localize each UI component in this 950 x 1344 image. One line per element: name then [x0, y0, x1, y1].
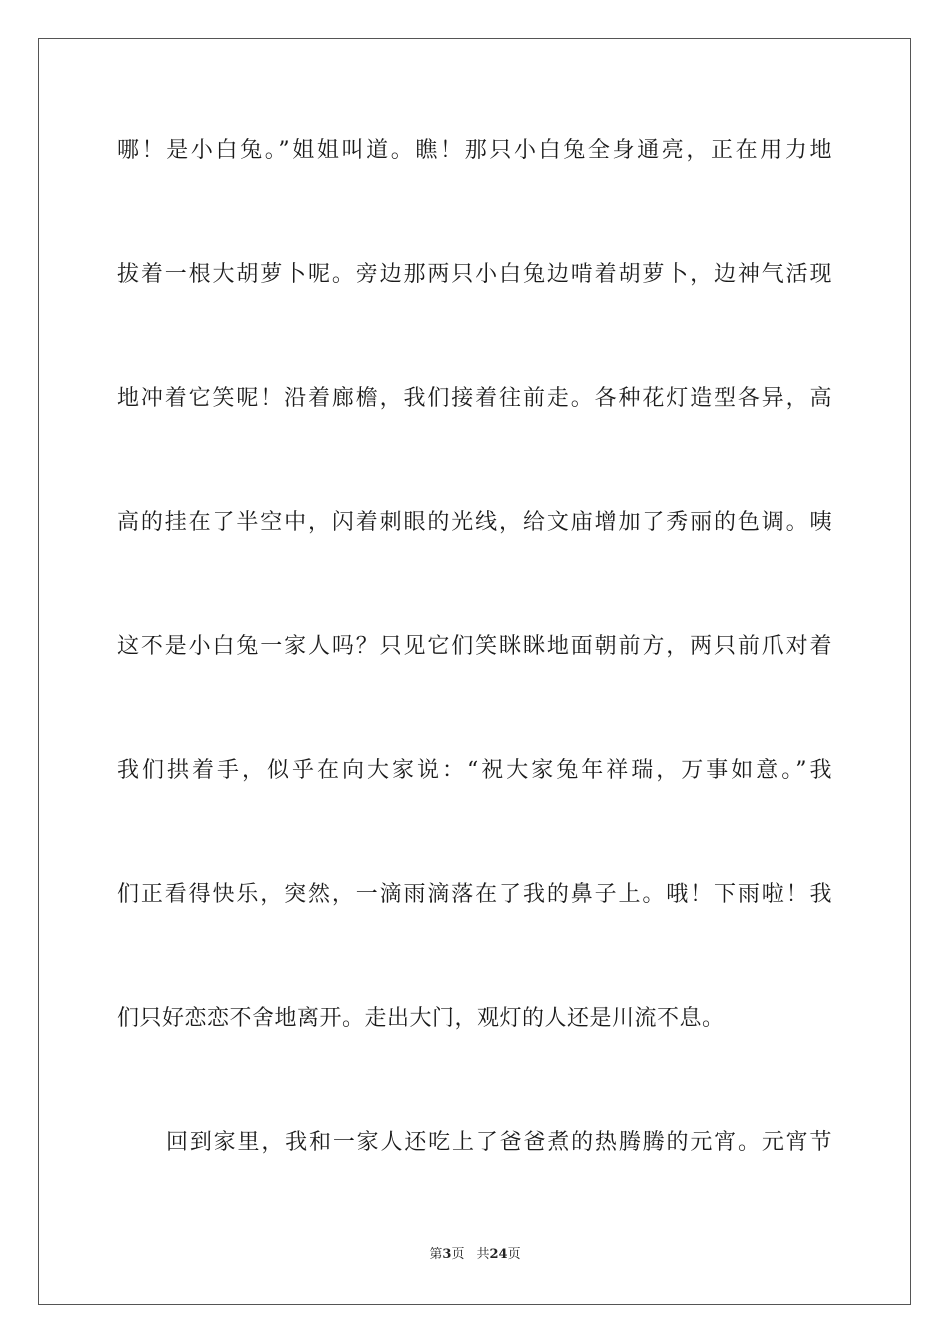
page-border — [38, 38, 911, 1305]
page-number: 3 — [442, 1247, 452, 1262]
paragraph-start-line: 回到家里，我和一家人还吃上了爸爸煮的热腾腾的元宵。元宵节 — [166, 1130, 832, 1155]
body-text-line: 哪！是小白兔。”姐姐叫道。瞧！那只小白兔全身通亮，正在用力地 — [117, 138, 832, 163]
page-footer — [0, 1246, 950, 1264]
total-prefix: 共 — [476, 1247, 490, 1262]
body-text-line: 地冲着它笑呢！沿着廊檐，我们接着往前走。各种花灯造型各异，高 — [117, 386, 832, 411]
body-text-line: 们只好恋恋不舍地离开。走出大门，观灯的人还是川流不息。 — [117, 1006, 725, 1031]
total-pages: 24 — [489, 1247, 508, 1262]
body-text-line: 高的挂在了半空中，闪着刺眼的光线，给文庙增加了秀丽的色调。咦 — [117, 510, 832, 535]
body-text-line: 拔着一根大胡萝卜呢。旁边那两只小白兔边啃着胡萝卜，边神气活现 — [117, 262, 832, 287]
page-prefix: 第 — [429, 1247, 443, 1262]
page-suffix: 页 — [451, 1247, 465, 1262]
body-text-line: 这不是小白兔一家人吗？只见它们笑眯眯地面朝前方，两只前爪对着 — [117, 634, 832, 659]
total-suffix: 页 — [507, 1247, 521, 1262]
body-text-line: 我们拱着手，似乎在向大家说：“祝大家兔年祥瑞，万事如意。”我 — [117, 758, 832, 783]
body-text-line: 们正看得快乐，突然，一滴雨滴落在了我的鼻子上。哦！下雨啦！我 — [117, 882, 832, 907]
